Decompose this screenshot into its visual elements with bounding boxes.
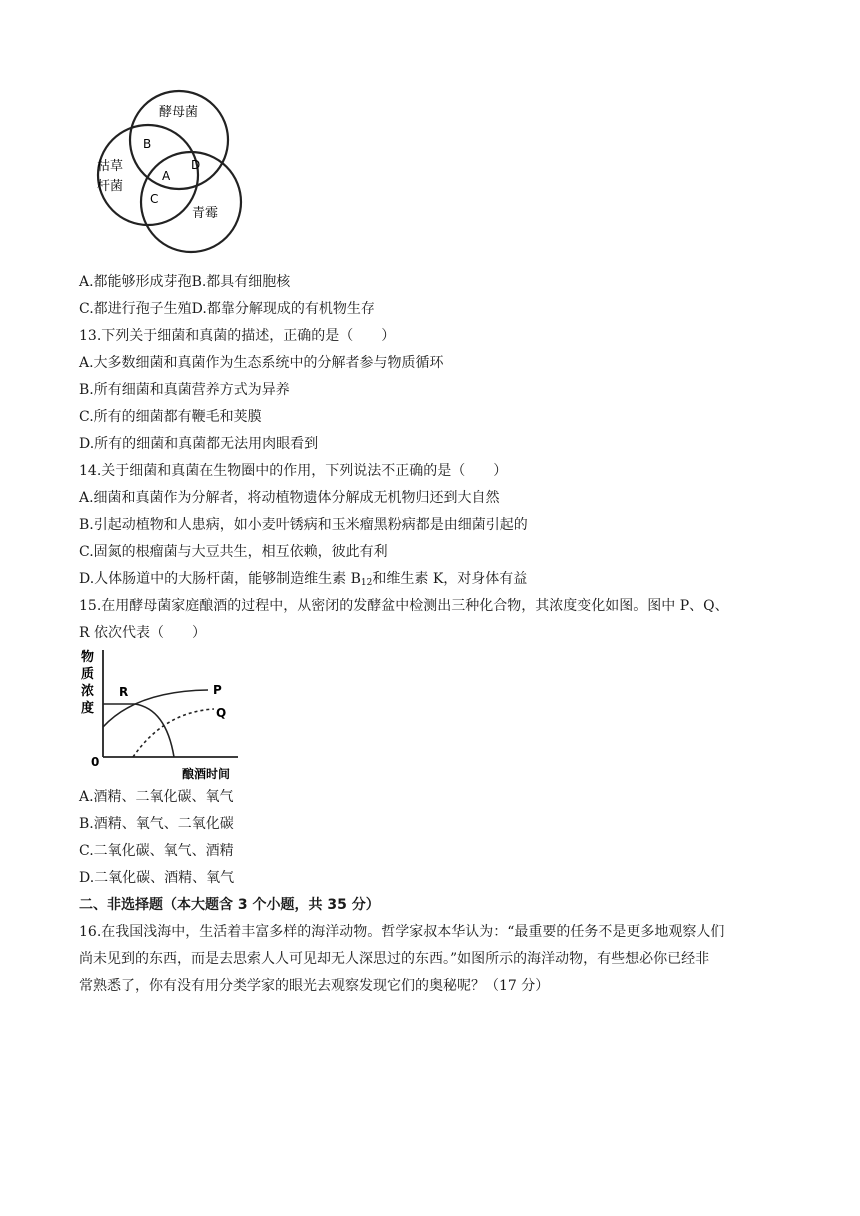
q12-option-a: A.都能够形成芽孢 (79, 274, 192, 290)
graph-ylabel-4: 度 (81, 701, 95, 716)
graph-xlabel: 酿酒时间 (182, 767, 231, 781)
q14-option-d-sub: 12 (360, 578, 373, 588)
venn-penicillium-label: 青霉 (192, 206, 219, 221)
venn-yeast-label: 酵母菌 (159, 105, 199, 120)
venn-region-b: B (143, 137, 152, 151)
q16-line-3: 常熟悉了，你有没有用分类学家的眼光去观察发现它们的奥秘呢？（17 分） (79, 978, 550, 994)
q16-line-1: 16.在我国浅海中，生活着丰富多样的海洋动物。哲学家叔本华认为：“最重要的任务不是更多地观察人们 (79, 924, 725, 940)
q15-stem-line-1: 15.在用酵母菌家庭酿酒的过程中，从密闭的发酵盆中检测出三种化合物，其浓度变化如图。图中 P、Q、 (79, 598, 729, 614)
graph-label-q: Q (216, 706, 227, 720)
q12-option-b: B.都具有细胞核 (191, 274, 291, 290)
q13-option-a: A.大多数细菌和真菌作为生态系统中的分解者参与物质循环 (79, 355, 444, 371)
graph-curve-r (103, 704, 174, 757)
q14-option-b: B.引起动植物和人患病，如小麦叶锈病和玉米瘤黑粉病都是由细菌引起的 (79, 517, 528, 533)
q13-stem: 13.下列关于细菌和真菌的描述，正确的是（ ） (79, 328, 396, 344)
q13-option-b: B.所有细菌和真菌营养方式为异养 (79, 382, 290, 398)
q14-option-c: C.固氮的根瘤菌与大豆共生，相互依赖，彼此有利 (79, 544, 388, 560)
q13-option-c: C.所有的细菌都有鞭毛和荚膜 (79, 409, 262, 425)
q15-option-d: D.二氧化碳、酒精、氧气 (79, 870, 235, 886)
q12-option-d: D.都靠分解现成的有机物生存 (191, 301, 375, 317)
q14-stem: 14.关于细菌和真菌在生物圈中的作用，下列说法不正确的是（ ） (79, 463, 508, 479)
q13-option-d: D.所有的细菌和真菌都无法用肉眼看到 (79, 436, 319, 452)
q14-option-d (79, 569, 527, 593)
venn-region-a: A (162, 169, 171, 183)
venn-bacillus-label-1: 枯草 (97, 159, 124, 174)
graph-ylabel-1: 物 (81, 650, 95, 665)
q15-stem-line-2: R 依次代表（ ） (79, 625, 206, 641)
venn-bacillus-label-2: 杆菌 (97, 179, 124, 194)
graph-label-p: P (213, 683, 222, 697)
graph-ylabel-2: 质 (81, 667, 95, 682)
q12-option-c: C.都进行孢子生殖 (79, 301, 192, 317)
q15-option-b: B.酒精、氧气、二氧化碳 (79, 816, 234, 832)
graph-origin: 0 (91, 755, 100, 769)
q14-option-d-post: 和维生素 K，对身体有益 (372, 571, 528, 587)
q12-options-ab (79, 272, 290, 292)
venn-region-d: D (191, 158, 201, 172)
venn-diagram (78, 78, 248, 258)
q15-option-a: A.酒精、二氧化碳、氧气 (79, 789, 234, 805)
section-2-heading: 二、非选择题（本大题含 3 个小题，共 35 分） (79, 897, 380, 913)
q12-options-cd (79, 299, 375, 319)
graph-ylabel-3: 浓 (81, 684, 95, 699)
q16-line-2: 尚未见到的东西，而是去思索人人可见却无人深思过的东西。”如图所示的海洋动物，有些想必你已经非 (79, 951, 710, 967)
venn-region-c: C (150, 192, 159, 206)
graph-label-r: R (119, 685, 129, 699)
q14-option-a: A.细菌和真菌作为分解者，将动植物遗体分解成无机物归还到大自然 (79, 490, 500, 506)
concentration-graph (78, 645, 248, 783)
graph-curve-q (133, 709, 214, 757)
q15-option-c: C.二氧化碳、氧气、酒精 (79, 843, 234, 859)
q14-option-d-pre: D.人体肠道中的大肠杆菌，能够制造维生素 B (79, 571, 361, 587)
